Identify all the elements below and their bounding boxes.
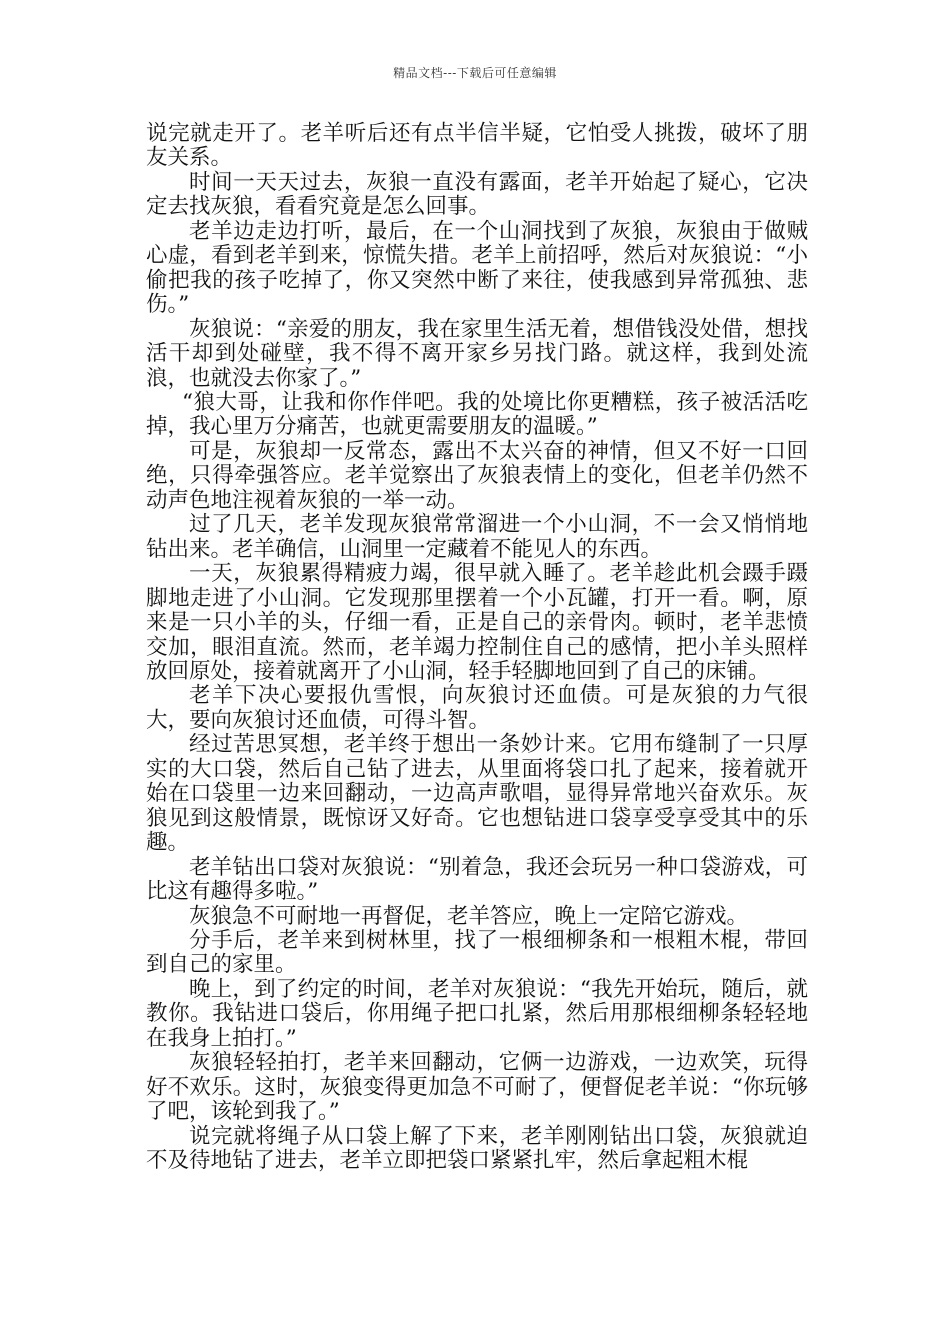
paragraph: 说完就走开了。老羊听后还有点半信半疑，它怕受人挑拨，破坏了朋友关系。: [146, 121, 808, 171]
paragraph: 灰狼急不可耐地一再督促，老羊答应，晚上一定陪它游戏。: [189, 903, 749, 929]
paragraph: 晚上，到了约定的时间，老羊对灰狼说：“我先开始玩，随后，就教你。我钻进口袋后，你用绳子把口扎紧，然后用那根细柳条轻轻地在我身上拍打。”: [146, 976, 808, 1051]
paragraph: 过了几天，老羊发现灰狼常常溜进一个小山洞，不一会又悄悄地钻出来。老羊确信，山洞里一定藏着不能见人的东西。: [146, 512, 808, 562]
paragraph: 经过苦思冥想，老羊终于想出一条妙计来。它用布缝制了一只厚实的大口袋，然后自己钻了进去，从里面将袋口扎了起来，接着就开始在口袋里一边来回翻动，一边高声歌唱，显得异常地兴奋欢乐。灰狼见到这般情景，既惊讶又好奇。它也想钻进口袋享受享受其中的乐趣。: [146, 732, 808, 856]
paragraph: 可是，灰狼却一反常态，露出不太兴奋的神情，但又不好一口回绝，只得牵强答应。老羊觉察出了灰狼表情上的变化，但老羊仍然不动声色地注视着灰狼的一举一动。: [146, 438, 808, 513]
paragraph: 灰狼轻轻拍打，老羊来回翻动，它俩一边游戏，一边欢笑，玩得好不欢乐。这时，灰狼变得更加急不可耐了，便督促老羊说：“你玩够了吧，该轮到我了。”: [146, 1050, 808, 1125]
page-header: 精品文档---下载后可任意编辑: [393, 66, 557, 80]
paragraph: 老羊钻出口袋对灰狼说：“别着急，我还会玩另一种口袋游戏，可比这有趣得多啦。”: [146, 854, 808, 905]
paragraph: “狼大哥，让我和你作伴吧。我的处境比你更糟糕，孩子被活活吃掉，我心里万分痛苦，也就更需要朋友的温暖。”: [146, 389, 808, 440]
paragraph: 灰狼说：“亲爱的朋友，我在家里生活无着，想借钱没处借，想找活干却到处碰壁，我不得不离开家乡另找门路。就这样，我到处流浪，也就没去你家了。”: [146, 316, 808, 391]
paragraph: 说完就将绳子从口袋上解了下来，老羊刚刚钻出口袋，灰狼就迫不及待地钻了进去，老羊立即把袋口紧紧扎牢，然后拿起粗木棍: [146, 1123, 808, 1174]
paragraph: 老羊下决心要报仇雪恨，向灰狼讨还血债。可是灰狼的力气很大，要向灰狼讨还血债，可得斗智。: [146, 683, 808, 733]
paragraph: 一天，灰狼累得精疲力竭，很早就入睡了。老羊趁此机会蹑手蹑脚地走进了小山洞。它发现那里摆着一个小瓦罐，打开一看。啊，原来是一只小羊的头，仔细一看，正是自己的亲骨肉。顿时，老羊悲愤交加，眼泪直流。然而，老羊竭力控制住自己的感情，把小羊头照样放回原处，接着就离开了小山洞，轻手轻脚地回到了自己的床铺。: [146, 561, 808, 684]
paragraph: 时间一天天过去，灰狼一直没有露面，老羊开始起了疑心，它决定去找灰狼，看看究竟是怎么回事。: [146, 169, 808, 220]
document-body: [146, 122, 808, 1173]
paragraph: 老羊边走边打听，最后，在一个山洞找到了灰狼，灰狼由于做贼心虚，看到老羊到来，惊慌失措。老羊上前招呼，然后对灰狼说：“小偷把我的孩子吃掉了，你又突然中断了来往，使我感到异常孤独、悲伤。”: [146, 218, 808, 318]
paragraph: 分手后，老羊来到树林里，找了一根细柳条和一根粗木棍，带回到自己的家里。: [146, 927, 808, 978]
